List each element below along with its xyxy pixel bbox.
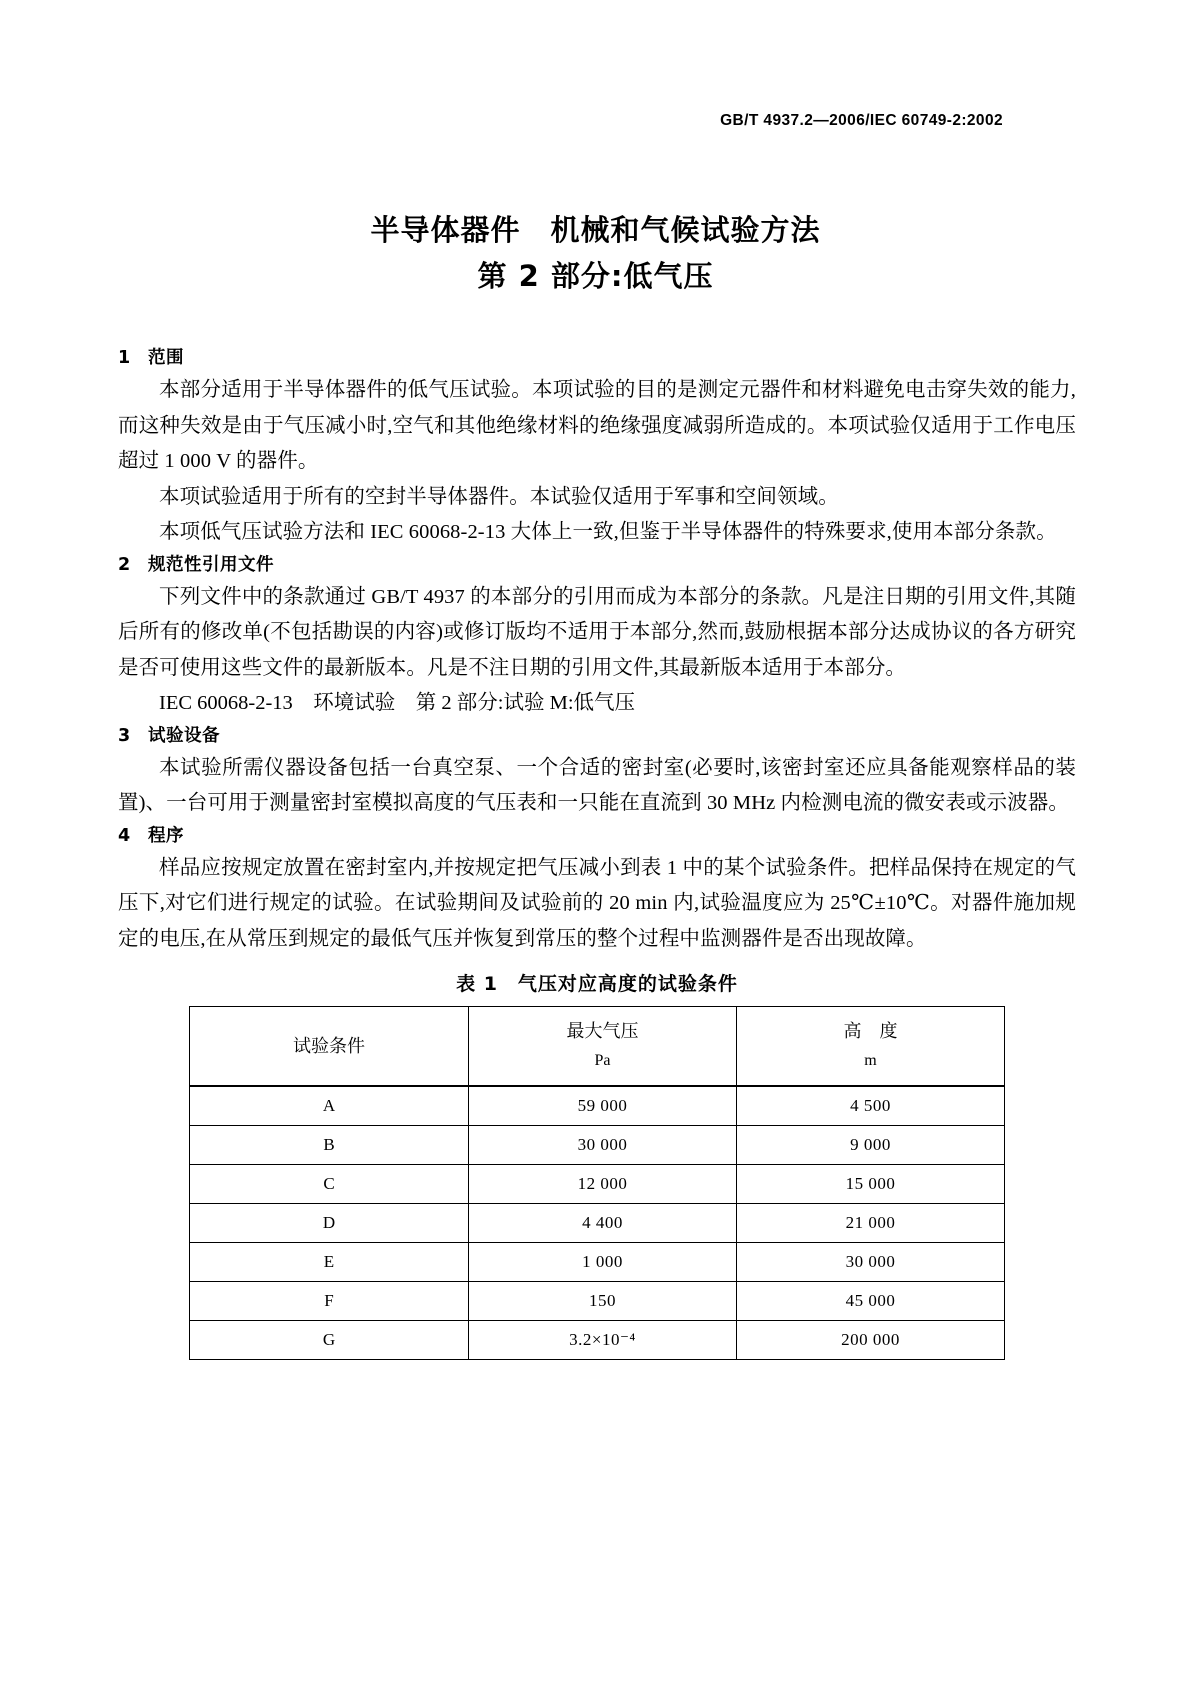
cell-pressure: 30 000 xyxy=(469,1126,737,1165)
table-row xyxy=(190,1321,1005,1360)
table-row xyxy=(190,1282,1005,1321)
cell-pressure: 12 000 xyxy=(469,1165,737,1204)
section-2-paragraph-1: 下列文件中的条款通过 GB/T 4937 的本部分的引用而成为本部分的条款。凡是注日期的引用文件,其随后所有的修改单(不包括勘误的内容)或修订版均不适用于本部分,然而,鼓励根据本部分达成协议的各方研究是否可使用这些文件的最新版本。凡是不注日期的引用文件,其最新版本适用于本部分。 xyxy=(118,585,1076,679)
table-row xyxy=(190,1086,1005,1126)
section-heading-4 xyxy=(118,822,1076,847)
cell-pressure: 150 xyxy=(469,1282,737,1321)
cell-condition: B xyxy=(190,1126,469,1165)
cell-pressure: 1 000 xyxy=(469,1243,737,1282)
section-1-paragraph-3: 本项低气压试验方法和 IEC 60068-2-13 大体上一致,但鉴于半导体器件的特殊要求,使用本部分条款。 xyxy=(159,521,1057,543)
section-number-3: 3 xyxy=(118,725,131,746)
section-heading-3 xyxy=(118,722,1076,747)
cell-altitude: 200 000 xyxy=(737,1321,1005,1360)
section-title-2: 规范性引用文件 xyxy=(148,554,274,575)
cell-condition: D xyxy=(190,1204,469,1243)
column-header-pressure-title: 最大气压 xyxy=(566,1021,639,1041)
running-header-standard-number: GB/T 4937.2—2006/IEC 60749-2:2002 xyxy=(720,112,1003,129)
section-title-1: 范围 xyxy=(148,348,184,368)
column-header-altitude-unit: m xyxy=(864,1052,877,1069)
test-conditions-table xyxy=(189,1006,1005,1360)
table-body xyxy=(190,1086,1005,1360)
title-line-1: 半导体器件 机械和气候试验方法 xyxy=(370,213,821,247)
table-row xyxy=(190,1126,1005,1165)
cell-altitude: 30 000 xyxy=(737,1243,1005,1282)
column-header-altitude-title: 高 度 xyxy=(843,1021,898,1041)
section-4-paragraph-1: 样品应按规定放置在密封室内,并按规定把气压减小到表 1 中的某个试验条件。把样品保持在规定的气压下,对它们进行规定的试验。在试验期间及试验前的 20 min 内,试验温度应为 25℃±10℃。对器件施加规定的电压,在从常压到规定的最低气压并恢复到常压的整个过程中监测器件是否出现故障。 xyxy=(118,856,1076,950)
section-number-1: 1 xyxy=(118,348,131,368)
cell-condition: G xyxy=(190,1321,469,1360)
section-title-3: 试验设备 xyxy=(148,725,220,746)
cell-pressure: 3.2×10⁻⁴ xyxy=(469,1321,737,1360)
page-title xyxy=(0,207,1191,299)
cell-altitude: 21 000 xyxy=(737,1204,1005,1243)
section-heading-1 xyxy=(118,344,1076,369)
column-header-altitude xyxy=(737,1007,1005,1087)
table-row xyxy=(190,1204,1005,1243)
section-number-4: 4 xyxy=(118,825,131,846)
normative-reference-item: IEC 60068-2-13 环境试验 第 2 部分:试验 M:低气压 xyxy=(159,692,636,714)
column-header-condition xyxy=(190,1007,469,1087)
cell-altitude: 9 000 xyxy=(737,1126,1005,1165)
table-header-row xyxy=(190,1007,1005,1087)
column-header-condition-title: 试验条件 xyxy=(293,1036,365,1056)
section-3-paragraph-1: 本试验所需仪器设备包括一台真空泵、一个合适的密封室(必要时,该密封室还应具备能观察样品的装置)、一台可用于测量密封室模拟高度的气压表和一只能在直流到 30 MHz 内检测电流的微安表或示波器。 xyxy=(118,756,1076,814)
section-title-4: 程序 xyxy=(148,825,184,846)
title-line-2: 第 2 部分:低气压 xyxy=(477,259,714,293)
section-1-paragraph-1: 本部分适用于半导体器件的低气压试验。本项试验的目的是测定元器件和材料避免电击穿失效的能力,而这种失效是由于气压减小时,空气和其他绝缘材料的绝缘强度减弱所造成的。本项试验仅适用于工作电压超过 1 000 V 的器件。 xyxy=(118,379,1076,472)
cell-altitude: 45 000 xyxy=(737,1282,1005,1321)
cell-pressure: 4 400 xyxy=(469,1204,737,1243)
table-row xyxy=(190,1165,1005,1204)
cell-condition: C xyxy=(190,1165,469,1204)
column-header-pressure-unit: Pa xyxy=(594,1052,611,1069)
document-body xyxy=(118,344,1076,1360)
cell-pressure: 59 000 xyxy=(469,1086,737,1126)
cell-altitude: 15 000 xyxy=(737,1165,1005,1204)
cell-condition: A xyxy=(190,1086,469,1126)
table-caption: 表 1 气压对应高度的试验条件 xyxy=(456,973,738,995)
table-row xyxy=(190,1243,1005,1282)
section-1-paragraph-2: 本项试验适用于所有的空封半导体器件。本试验仅适用于军事和空间领域。 xyxy=(159,485,839,508)
cell-condition: F xyxy=(190,1282,469,1321)
cell-altitude: 4 500 xyxy=(737,1086,1005,1126)
section-heading-2 xyxy=(118,551,1076,576)
section-number-2: 2 xyxy=(118,554,131,575)
column-header-pressure xyxy=(469,1007,737,1087)
cell-condition: E xyxy=(190,1243,469,1282)
table-header xyxy=(190,1007,1005,1087)
